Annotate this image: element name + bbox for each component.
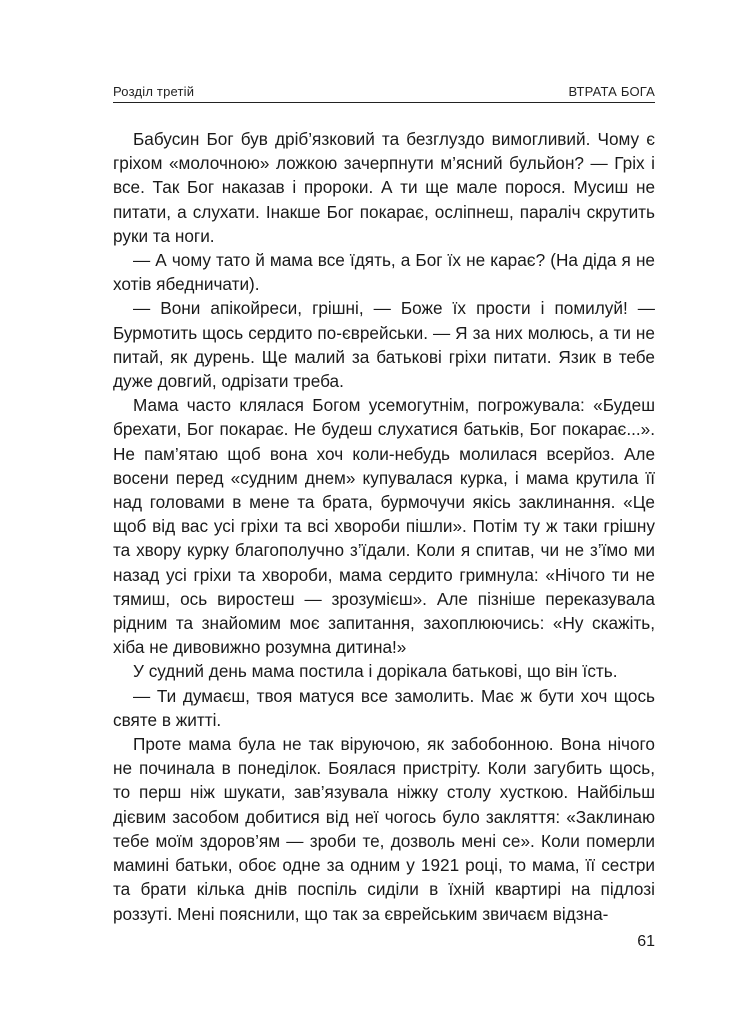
- paragraph: Бабусин Бог був дріб’язковий та безглуздо вимогливий. Чому є гріхом «молочною» ложкою зачерпнути м’ясний бульйон? — Гріх і все. Так Бог наказав і пророки. А ти ще мале порося. Мусиш не питати, а слухати. Інакше Бог покарає, осліпнеш, параліч скрутить руки та ноги.: [113, 129, 655, 246]
- running-head: [113, 82, 655, 103]
- body-text: [113, 127, 655, 926]
- page-number: 61: [637, 933, 655, 950]
- paragraph: У судний день мама постила і дорікала батькові, що він їсть.: [133, 661, 618, 682]
- paragraph: — Вони апікойреси, грішні, — Боже їх прости і помилуй! — Бурмотить щось сердито по-єврейськи. — Я за них молюсь, а ти не питай, як дурень. Ще малий за батькові гріхи питати. Язик в тебе дуже довгий, одрізати треба.: [113, 298, 655, 392]
- paragraph: Проте мама була не так віруючою, як забобонною. Вона нічого не починала в понеділок. Боялася пристріту. Коли загубить щось, то перш ніж шукати, зав’язувала ніжку столу хусткою. Найбільш дієвим засобом добитися від неї чогось було закляття: «Заклинаю тебе моїм здоров’ям — зроби те, дозволь мені се». Коли померли мамині батьки, обоє одне за одним у 1921 році, то мама, її сестри та брати кілька днів поспіль сиділи в їхній квартирі на підлозі роззуті. Мені пояснили, що так за єврейським звичаєм відзна-: [113, 734, 655, 924]
- paragraph: — А чому тато й мама все їдять, а Бог їх не карає? (На діда я не хотів ябедничати).: [113, 250, 655, 295]
- chapter-title: Розділ третій: [113, 84, 195, 99]
- section-title: ВТРАТА БОГА: [568, 84, 655, 99]
- paragraph: — Ти думаєш, твоя матуся все замолить. Має ж бути хоч щось святе в житті.: [113, 685, 655, 730]
- paragraph: Мама часто клялася Богом усемогутнім, погрожувала: «Будеш брехати, Бог покарає. Не будеш слухатися батьків, Бог покарає...». Не пам’ятаю щоб вона хоч коли-небудь молилася всерйоз. Але восени перед «судним днем» купувалася курка, і мама крутила її над головами в мене та брата, бурмочучи якісь заклинання. «Це щоб від вас усі гріхи та всі хвороби пішли». Потім ту ж таки грішну та хвору курку благополучно з’їдали. Коли я спитав, чи не з’їмо ми назад усі гріхи та хвороби, мама сердито гримнула: «Нічого ти не тямиш, ось виростеш — зрозумієш». Але пізніше переказувала рідним та знайомим моє запитання, захоплюючись: «Ну скажіть, хіба не дивовижно розумна дитина!»: [113, 395, 655, 658]
